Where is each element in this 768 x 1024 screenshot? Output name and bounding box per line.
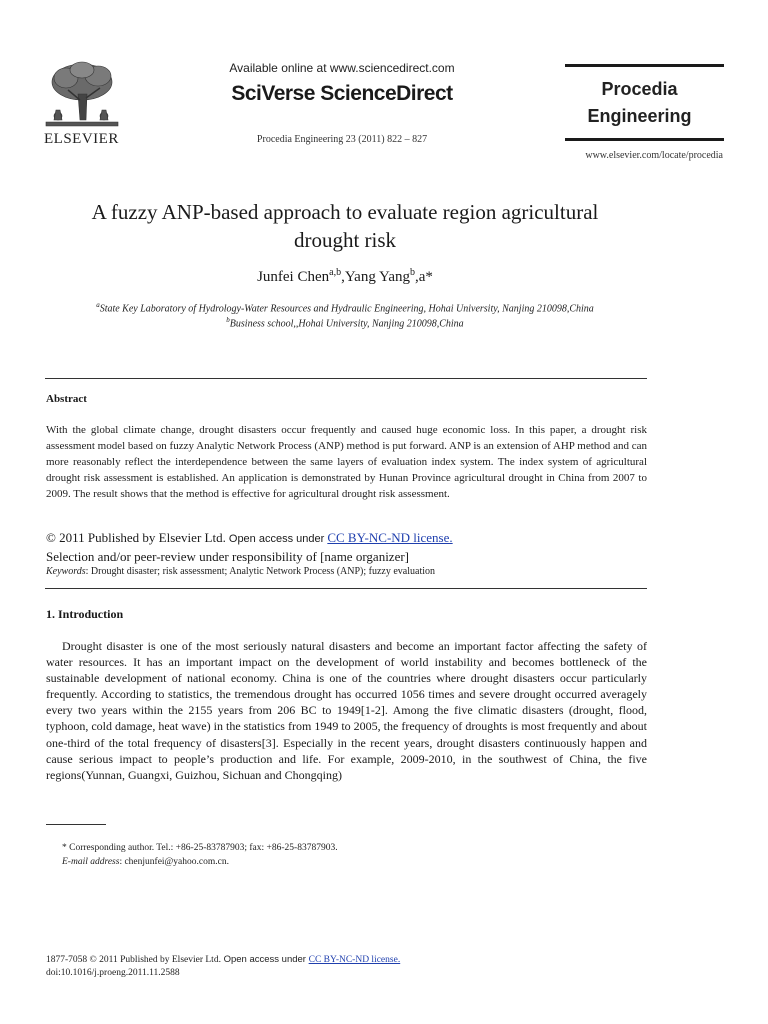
journal-name-line2: Engineering [587, 106, 692, 126]
article-title [40, 198, 650, 254]
copyright-line [46, 529, 647, 548]
footer-license-link[interactable]: CC BY-NC-ND license. [308, 955, 401, 965]
abstract-bottom-divider [45, 588, 647, 589]
journal-name [565, 76, 714, 130]
platform-logo-text: SciVerse ScienceDirect [231, 82, 453, 105]
footnote-divider [46, 824, 106, 825]
abstract-text: With the global climate change, drought disasters occur frequently and caused huge economic loss. In this paper, a drought risk assessment model based on fuzzy Analytic Network Process (ANP) method is put forward. ANP is an extension of AHP method and can more reasonably reflect the interdependence between the same layers of evaluation index system. The index system of agricultural drought risk assessment is established. An application is demonstrated by Hunan Province agricultural drought in China from 2007 to 2009. The result shows that the method is effective for agricultural drought risk assessment. [46, 424, 647, 500]
issn-line [46, 954, 400, 965]
email-note [62, 857, 229, 867]
keywords-line [46, 566, 647, 577]
affiliation-a [40, 301, 650, 314]
affiliation-b-text: Business school,,Hohai University, Nanjing 210098,China [229, 318, 464, 330]
journal-url[interactable]: www.elsevier.com/locate/procedia [585, 150, 723, 161]
author-list [40, 267, 650, 286]
publisher-name: ELSEVIER [44, 131, 119, 147]
affiliation-a-marker: a [96, 301, 100, 309]
footer-open-access-text: Open access under [220, 954, 309, 965]
issn-text: 1877-7058 © 2011 Published by Elsevier Ltd. [46, 955, 221, 965]
doi-text[interactable]: doi:10.1016/j.proeng.2011.11.2588 [46, 968, 180, 978]
title-line1: A fuzzy ANP-based approach to evaluate region agricultural [91, 200, 599, 224]
author-2: Yang Yang [344, 269, 411, 285]
author-2-suffix: ,a* [415, 269, 433, 285]
author-1: Junfei Chen [257, 269, 330, 285]
abstract-heading: Abstract [46, 393, 87, 405]
author-1-affiliation: a,b [329, 267, 342, 278]
email-address: : chenjunfei@yahoo.com.cn. [119, 857, 229, 867]
elsevier-tree-logo [42, 60, 122, 130]
copyright-text: © 2011 Published by Elsevier Ltd. [46, 530, 226, 545]
abstract-top-divider [45, 378, 647, 379]
title-line2: drought risk [293, 228, 397, 252]
affiliation-b [40, 316, 650, 329]
introduction-paragraph: Drought disaster is one of the most seriously natural disasters and become an important factor affecting the safety of water resources. It has an important impact on the development of world instability and becomes bottleneck of the sustainable development of national economy. China is one of the countries where drought disasters occur particularly frequently. According to statistics, the tremendous drought has occurred 1056 times and severe drought occurred averagely every two years within the 2155 years from 206 BC to 1949[1-2]. Among the five climatic disasters (drought, flood, typhoon, cold damage, heat wave) in the statistics from 1949 to 2005, the frequency of droughts is most frequently and about one-third of the total frequency of disasters[3]. Especially in the recent years, drought disasters continuously happen and cause serious impact to people’s production and life. For example, 2009-2010, in the southwest of China, the five regions(Yunnan, Guangxi, Guizhou, Sichuan and Chongqing) [46, 639, 647, 782]
affiliation-a-text: State Key Laboratory of Hydrology-Water Resources and Hydraulic Engineering, Hohai University, Nanjing 210098,China [99, 303, 594, 315]
affiliation-b-marker: b [226, 316, 230, 324]
copyright-block [46, 529, 647, 565]
section-heading-introduction: 1. Introduction [46, 607, 124, 621]
license-link[interactable]: CC BY-NC-ND license. [327, 530, 453, 545]
journal-box-bottom-rule [565, 138, 724, 141]
available-online-text: Available online at www.sciencedirect.com [229, 61, 455, 75]
keywords-text: : Drought disaster; risk assessment; Analytic Network Process (ANP); fuzzy evaluation [85, 566, 436, 577]
email-label: E-mail address [62, 857, 120, 867]
author-separator: , [341, 269, 345, 285]
open-access-text: Open access under [225, 533, 328, 545]
keywords-label: Keywords [46, 566, 86, 577]
journal-box-top-rule [565, 64, 724, 67]
peer-review-text: Selection and/or peer-review under responsibility of [name organizer] [46, 549, 410, 564]
journal-citation: Procedia Engineering 23 (2011) 822 – 827 [256, 134, 428, 145]
author-2-affiliation: b [410, 267, 416, 278]
journal-name-line1: Procedia [601, 79, 678, 99]
corresponding-author-note: * Corresponding author. Tel.: +86-25-83787903; fax: +86-25-83787903. [62, 843, 338, 853]
